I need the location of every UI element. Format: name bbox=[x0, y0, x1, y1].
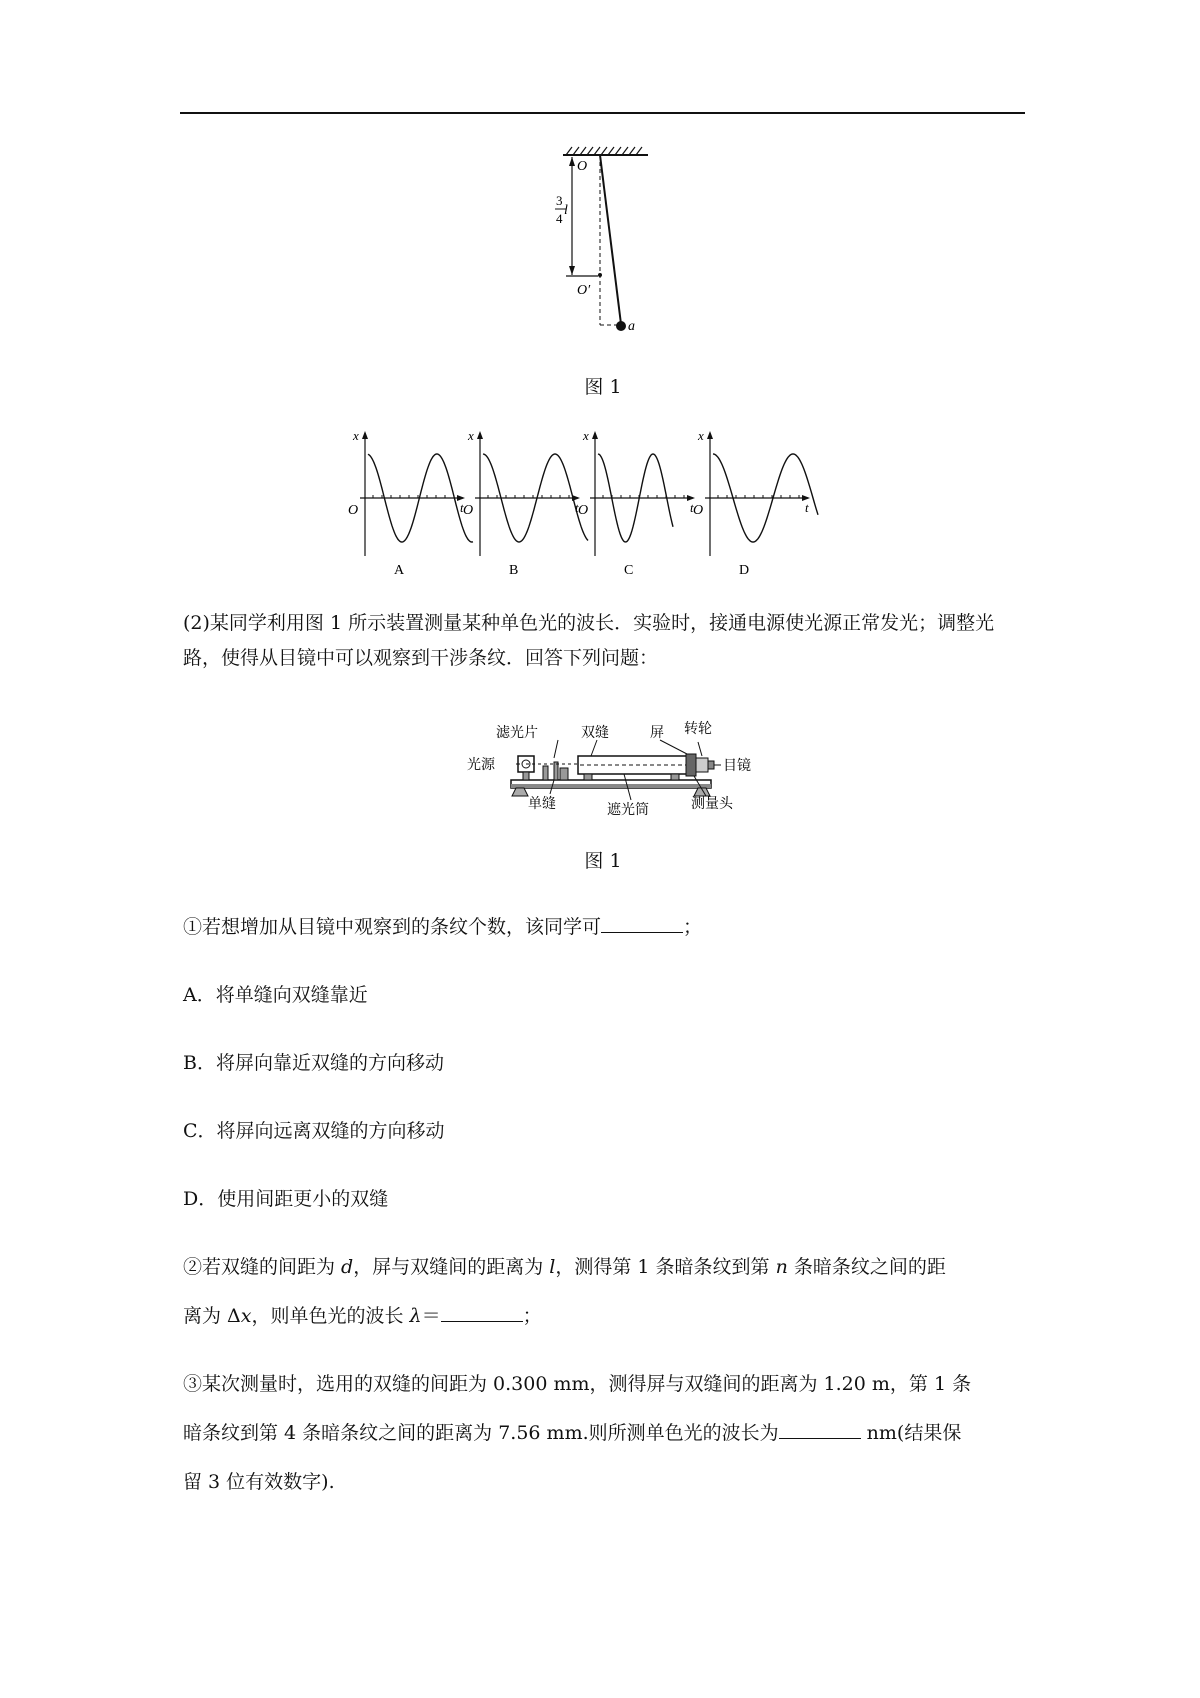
graph-label: D bbox=[739, 563, 750, 578]
label-eyepiece: 目镜 bbox=[723, 759, 751, 774]
label-O-prime: O′ bbox=[577, 283, 591, 298]
origin-label: O bbox=[348, 503, 359, 518]
graph-label: B bbox=[509, 563, 519, 578]
label-a: a bbox=[628, 319, 635, 334]
label-measuring-head: 测量头 bbox=[691, 797, 733, 812]
x-axis-label: t bbox=[690, 500, 694, 515]
length-var: l bbox=[564, 203, 568, 218]
label-single-slit: 单缝 bbox=[528, 797, 556, 812]
graph-D bbox=[693, 428, 818, 578]
y-axis-label: x bbox=[698, 428, 704, 443]
q2-text-1: ②若双缝的间距为 bbox=[183, 1256, 342, 1278]
q3-text-before: 暗条纹到第 4 条暗条纹之间的距离为 7.56 mm.则所测单色光的波长为 bbox=[183, 1422, 779, 1444]
graph-A bbox=[348, 428, 473, 578]
q3-answer-blank[interactable] bbox=[779, 1421, 861, 1439]
var-lambda: λ bbox=[409, 1305, 422, 1327]
x-axis-label: t bbox=[805, 500, 809, 515]
q1-option-c: C．将屏向远离双缝的方向移动 bbox=[183, 1120, 445, 1142]
graph-B bbox=[463, 428, 588, 578]
figure-caption-2: 图 1 bbox=[584, 850, 622, 872]
q3-line2 bbox=[183, 1418, 961, 1445]
y-axis-label: x bbox=[468, 428, 474, 443]
q2-text-3: ，测得第 1 条暗条纹到第 bbox=[555, 1256, 776, 1278]
graph-C bbox=[578, 428, 695, 578]
x-axis-label: t bbox=[575, 500, 579, 515]
label-double-slit: 双缝 bbox=[581, 726, 609, 741]
xt-graphs bbox=[340, 428, 840, 578]
var-d: d bbox=[341, 1256, 354, 1278]
q2-text-5: 离为 Δ bbox=[183, 1305, 241, 1327]
q1-stem bbox=[183, 912, 702, 939]
label-light-source: 光源 bbox=[467, 758, 495, 773]
q2-line1 bbox=[183, 1252, 946, 1279]
length-den: 4 bbox=[556, 211, 563, 226]
origin-label: O bbox=[578, 503, 589, 518]
q2-text-8: ； bbox=[522, 1305, 542, 1327]
pendulum-ball bbox=[616, 321, 626, 331]
var-n: n bbox=[775, 1256, 788, 1278]
q1-answer-blank[interactable] bbox=[601, 915, 683, 933]
header-rule bbox=[180, 112, 1025, 114]
origin-label: O bbox=[693, 503, 704, 518]
q2-text-2: ，屏与双缝间的距离为 bbox=[353, 1256, 550, 1278]
label-O: O bbox=[577, 159, 588, 174]
q1-stem-end: ； bbox=[683, 916, 703, 938]
q3-text-after: nm(结果保 bbox=[860, 1422, 962, 1444]
figure-caption-1: 图 1 bbox=[584, 376, 622, 398]
y-axis-label: x bbox=[353, 428, 359, 443]
y-axis-label: x bbox=[583, 428, 589, 443]
part2-intro: (2)某同学利用图 1 所示装置测量某种单色光的波长．实验时，接通电源使光源正常发光；调整光路，使得从目镜中可以观察到干涉条纹．回答下列问题： bbox=[183, 612, 995, 669]
length-num: 3 bbox=[556, 193, 563, 208]
q3-line3: 留 3 位有效数字). bbox=[183, 1471, 335, 1493]
q1-option-a: A．将单缝向双缝靠近 bbox=[183, 984, 368, 1006]
q1-option-d: D．使用间距更小的双缝 bbox=[183, 1188, 389, 1210]
q1-stem-text: ①若想增加从目镜中观察到的条纹个数，该同学可 bbox=[183, 916, 602, 938]
label-screen: 屏 bbox=[650, 726, 664, 741]
q2-text-6: ，则单色光的波长 bbox=[251, 1305, 410, 1327]
q2-line2 bbox=[183, 1301, 542, 1328]
label-tube: 遮光筒 bbox=[607, 803, 649, 818]
var-l: l bbox=[549, 1256, 556, 1278]
x-axis-label: t bbox=[460, 500, 464, 515]
var-x: x bbox=[240, 1305, 252, 1327]
q1-option-b: B．将屏向靠近双缝的方向移动 bbox=[183, 1052, 444, 1074]
origin-label: O bbox=[463, 503, 474, 518]
q3-line1: ③某次测量时，选用的双缝的间距为 0.300 mm，测得屏与双缝间的距离为 1.20 m，第 1 条 bbox=[183, 1373, 972, 1395]
q2-answer-blank[interactable] bbox=[441, 1304, 523, 1322]
apparatus-figure bbox=[466, 718, 751, 818]
q2-text-7: ＝ bbox=[421, 1305, 441, 1327]
label-filter: 滤光片 bbox=[496, 726, 538, 741]
graph-label: A bbox=[394, 563, 405, 578]
pendulum-figure bbox=[540, 140, 670, 334]
label-wheel: 转轮 bbox=[684, 722, 712, 737]
graph-label: C bbox=[624, 563, 634, 578]
q2-text-4: 条暗条纹之间的距 bbox=[787, 1256, 946, 1278]
